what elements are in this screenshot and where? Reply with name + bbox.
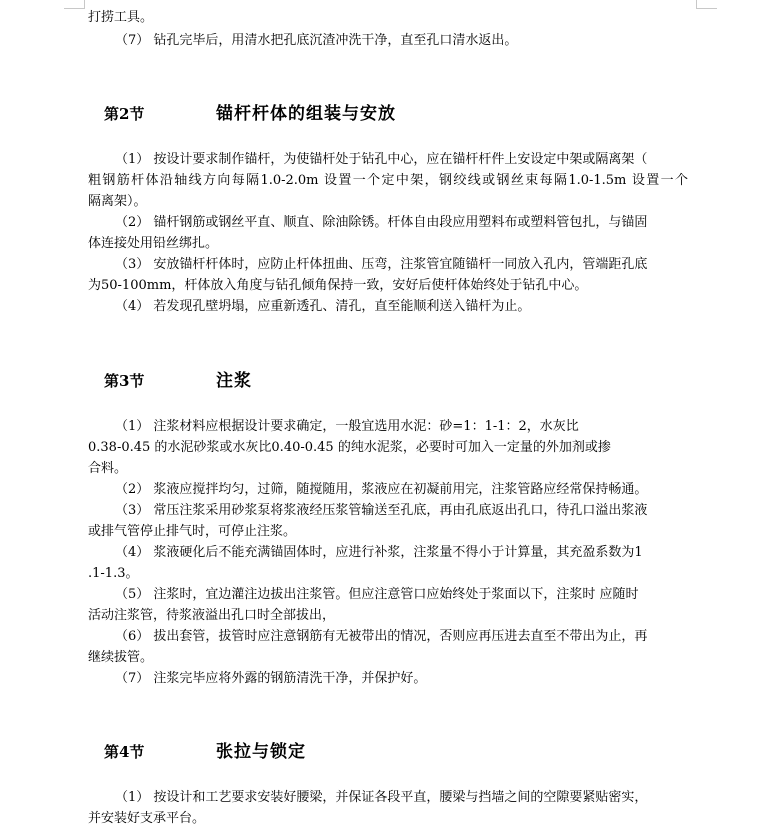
section-title: 张拉与锁定 — [216, 742, 306, 762]
paragraph-line: 为50-100mm，杆体放入角度与钻孔倾角保持一致，安好后使杆体始终处于钻孔中心。 — [88, 278, 588, 293]
paragraph-line: 继续拔管。 — [88, 650, 154, 665]
paragraph-line: 粗钢筋杆体沿轴线方向每隔1.0-2.0m 设置一个定中架，钢绞线或钢丝束每隔1.0-1.5m 设置一个 — [88, 173, 688, 188]
section-number: 第4节 — [104, 743, 145, 761]
paragraph-line: （7） 注浆完毕应将外露的钢筋清洗干净，并保护好。 — [115, 671, 427, 686]
paragraph-line: （1） 注浆材料应根据设计要求确定，一般宜选用水泥：砂=1：1-1：2，水灰比 — [115, 419, 579, 434]
paragraph-line: 打捞工具。 — [88, 10, 154, 25]
section-number: 第2节 — [104, 105, 145, 123]
paragraph-line: 活动注浆管，待浆液溢出孔口时全部拔出， — [88, 608, 336, 623]
paragraph-line: （2） 浆液应搅拌均匀，过筛，随搅随用，浆液应在初凝前用完，注浆管路应经常保持畅通。 — [115, 482, 648, 497]
paragraph-line: （3） 常压注浆采用砂浆泵将浆液经压浆管输送至孔底，再由孔底返出孔口，待孔口溢出浆液 — [115, 503, 648, 518]
section-number: 第3节 — [104, 372, 145, 390]
paragraph-line: 或排气管停止排气时，可停止注浆。 — [88, 524, 297, 539]
page-corner-mark-right — [696, 0, 717, 9]
section-title: 锚杆杆体的组装与安放 — [216, 104, 396, 124]
paragraph-line: （1） 按设计要求制作锚杆，为使锚杆处于钻孔中心，应在锚杆杆件上安设定中架或隔离架（ — [115, 152, 648, 167]
section-heading — [104, 99, 396, 124]
paragraph-line: （4） 浆液硬化后不能充满锚固体时，应进行补浆，注浆量不得小于计算量，其充盈系数为1 — [115, 545, 643, 560]
paragraph-line: （4） 若发现孔壁坍塌，应重新透孔、清孔，直至能顺利送入锚杆为止。 — [115, 299, 531, 314]
paragraph-line: .1-1.3。 — [88, 566, 139, 581]
paragraph-line: （2） 锚杆钢筋或钢丝平直、顺直、除油除锈。杆体自由段应用塑料布或塑料管包扎，与锚固 — [115, 215, 648, 230]
section-title: 注浆 — [216, 371, 252, 391]
paragraph-line: （3） 安放锚杆杆体时，应防止杆体扭曲、压弯，注浆管宜随锚杆一同放入孔内，管端距孔底 — [115, 257, 648, 272]
paragraph-line: 合料。 — [88, 461, 128, 476]
paragraph-line: 体连接处用铅丝绑扎。 — [88, 236, 219, 251]
section-heading — [104, 366, 252, 391]
paragraph-line: 并安装好支承平台。 — [88, 811, 206, 826]
paragraph-line: （6） 拔出套管，拔管时应注意钢筋有无被带出的情况，否则应再压进去直至不带出为止，再 — [115, 629, 648, 644]
section-heading — [104, 737, 306, 762]
paragraph-line: （5） 注浆时，宜边灌注边拔出注浆管。但应注意管口应始终处于浆面以下，注浆时 应随时 — [115, 587, 639, 602]
paragraph-line: （1） 按设计和工艺要求安装好腰梁，并保证各段平直，腰梁与挡墙之间的空隙要紧贴密实， — [115, 790, 648, 805]
paragraph-line: 隔离架）。 — [88, 194, 147, 209]
paragraph-line: （7） 钻孔完毕后，用清水把孔底沉渣冲洗干净，直至孔口清水返出。 — [115, 33, 518, 48]
page-corner-mark-left — [64, 0, 85, 9]
paragraph-line: 0.38-0.45 的水泥砂浆或水灰比0.40-0.45 的纯水泥浆，必要时可加入一定量的外加剂或掺 — [88, 440, 611, 455]
